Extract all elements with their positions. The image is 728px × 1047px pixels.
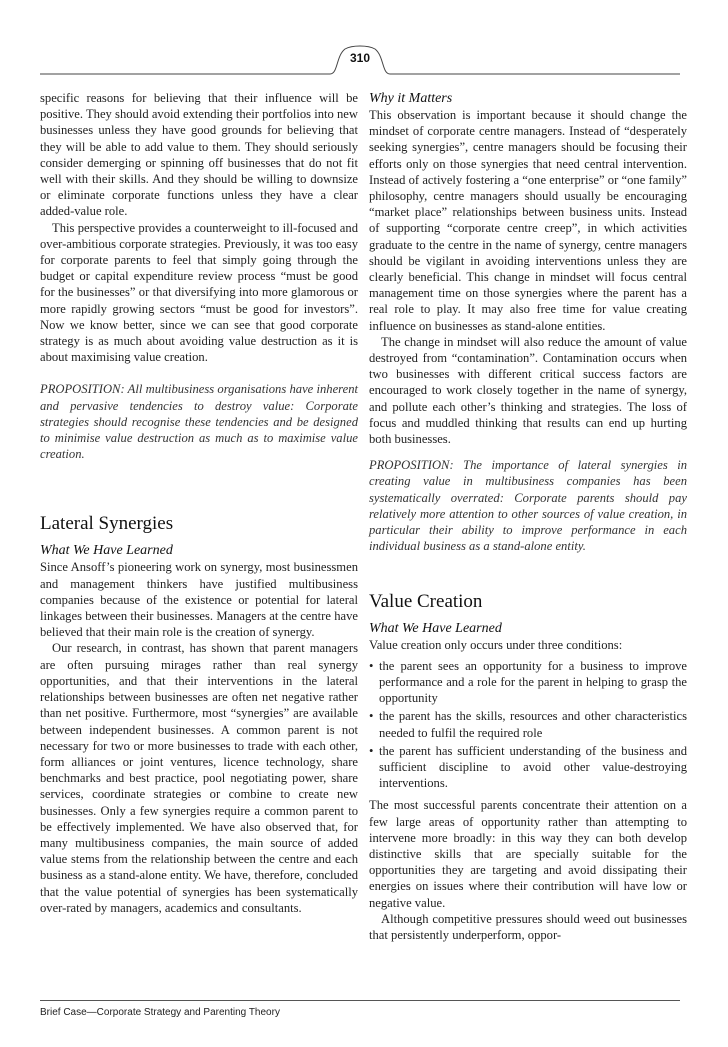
body-paragraph: The most successful parents concentrate their attention on a few large areas of opportunity rather than attempting to intervene more broadly: in this way they can both develop distinctive skills that are specially suitable for the opportunities they are targeting and avoid dissipating their energies on issues where their contribution will have low or negative value. [369, 798, 687, 910]
subheading-what-we-have-learned: What We Have Learned [40, 543, 173, 559]
bullet-icon: • [369, 743, 374, 758]
body-paragraph: Value creation only occurs under three conditions: [369, 638, 623, 653]
body-paragraph: This perspective provides a counterweight to ill-focused and over-ambitious corporate strategies. Previously, it was too easy for corporate parents to feel that simply going through the budget or capital expenditure review process “must be good for the businesses” or that diversifying into more glamorous or more rapidly growing sectors “must be good for investors”. Now we know better, since we can see that good corporate strategy is as much about avoiding value destruction as it is about maximising value creation. [40, 220, 358, 365]
body-paragraph: This observation is important because it should change the mindset of corporate centre managers. Instead of “desperately seeking synergies”, centre managers should be focusing their efforts only on those synergies that need central intervention. Instead of actively fostering a “one enterprise” or “one family” philosophy, centre managers should usually be encouraging “market place” relationships between business units. Instead of supporting “corporate centre creep”, in which activities graduate to the centre in the name of synergy, centre managers should be vigilant in avoiding interventions unless they are clearly beneficial. This change in mindset will focus central management time on those synergies where the parent has a real role to play. It may also free time for value creating influence on businesses as stand-alone entities. [369, 108, 687, 333]
body-paragraph: specific reasons for believing that their influence will be positive. They should avoid extending their portfolios into new businesses unless they have good grounds for believing that they will be able to add value to them. They should seriously consider demerging or spinning off businesses that do not fit well with their skills. And they should be willing to downsize or eliminate corporate functions unless they have a clear added-value role. [40, 91, 358, 219]
body-paragraph: The change in mindset will also reduce the amount of value destroyed from “contamination”. Contamination occurs when two businesses with different critical success factors are encouraged to work closely together in the name of synergy, and pollute each other’s thinking and strategies. The loss of focus and muddled thinking that results can end up hurting both businesses. [369, 334, 687, 447]
body-paragraph: Although competitive pressures should weed out businesses that persistently underperform, oppor- [369, 911, 687, 942]
page-number: 310 [349, 51, 371, 65]
body-paragraph: Our research, in contrast, has shown that parent managers are often pursuing mirages rather than real synergy opportunities, and that their interventions in the lateral relationships between businesses are often net negative rather than net positive. Furthermore, most “synergies” are available between independent businesses. A common parent is not necessary for two or more businesses to trade with each other, form alliances or joint ventures, licence technology, share benchmarks and best practice, pool negotiating power, share services, coordinate strategies or combine to create new businesses. Only a few synergies require a common parent to be effectively implemented. We have also observed that, for many multibusiness companies, the main source of added value stems from the relationship between the centre and each business as a stand-alone entity. We have, therefore, concluded that the value potential of synergies has been systematically over-rated by managers, academics and consultants. [40, 641, 358, 915]
left-column [40, 90, 358, 916]
list-item-text: the parent sees an opportunity for a business to improve performance and a role for the parent in helping to grasp the opportunity [379, 658, 687, 706]
right-column [369, 90, 687, 943]
page-footer: Brief Case—Corporate Strategy and Parenting Theory [40, 1000, 680, 1018]
subheading-what-we-have-learned: What We Have Learned [369, 621, 502, 637]
list-item [369, 743, 687, 792]
list-item-text: the parent has the skills, resources and other characteristics needed to fulfil the required role [379, 709, 687, 740]
section-heading-lateral-synergies: Lateral Synergies [40, 513, 174, 535]
list-item [369, 708, 687, 740]
bullet-list [369, 658, 687, 792]
proposition-text: PROPOSITION: All multibusiness organisations have inherent and pervasive tendencies to destroy value: Corporate strategies should recognise these tendencies and be designed to minimise value destruction as much as to maximise value creation. [40, 382, 358, 462]
list-item-text: the parent has sufficient understanding of the business and sufficient discipline to avoid other value-destroying interventions. [379, 743, 687, 791]
bullet-icon: • [369, 709, 374, 724]
section-heading-value-creation: Value Creation [369, 591, 483, 613]
bullet-icon: • [369, 658, 374, 673]
subheading-why-it-matters: Why it Matters [369, 91, 453, 106]
list-item [369, 658, 687, 707]
header-rule [0, 0, 728, 100]
proposition-text: PROPOSITION: The importance of lateral synergies in creating value in multibusiness companies has been systematically overrated: Corporate parents should pay relatively more attention to other sources of value creation, in particular their ability to improve performance in each individual business as a stand-alone entity. [369, 458, 687, 554]
body-paragraph: Since Ansoff’s pioneering work on synergy, most businessmen and management thinkers have justified multibusiness companies because of the existence or potential for lateral linkages between their businesses. Managers at the centre have believed that their main role is the creation of synergy. [40, 560, 358, 640]
